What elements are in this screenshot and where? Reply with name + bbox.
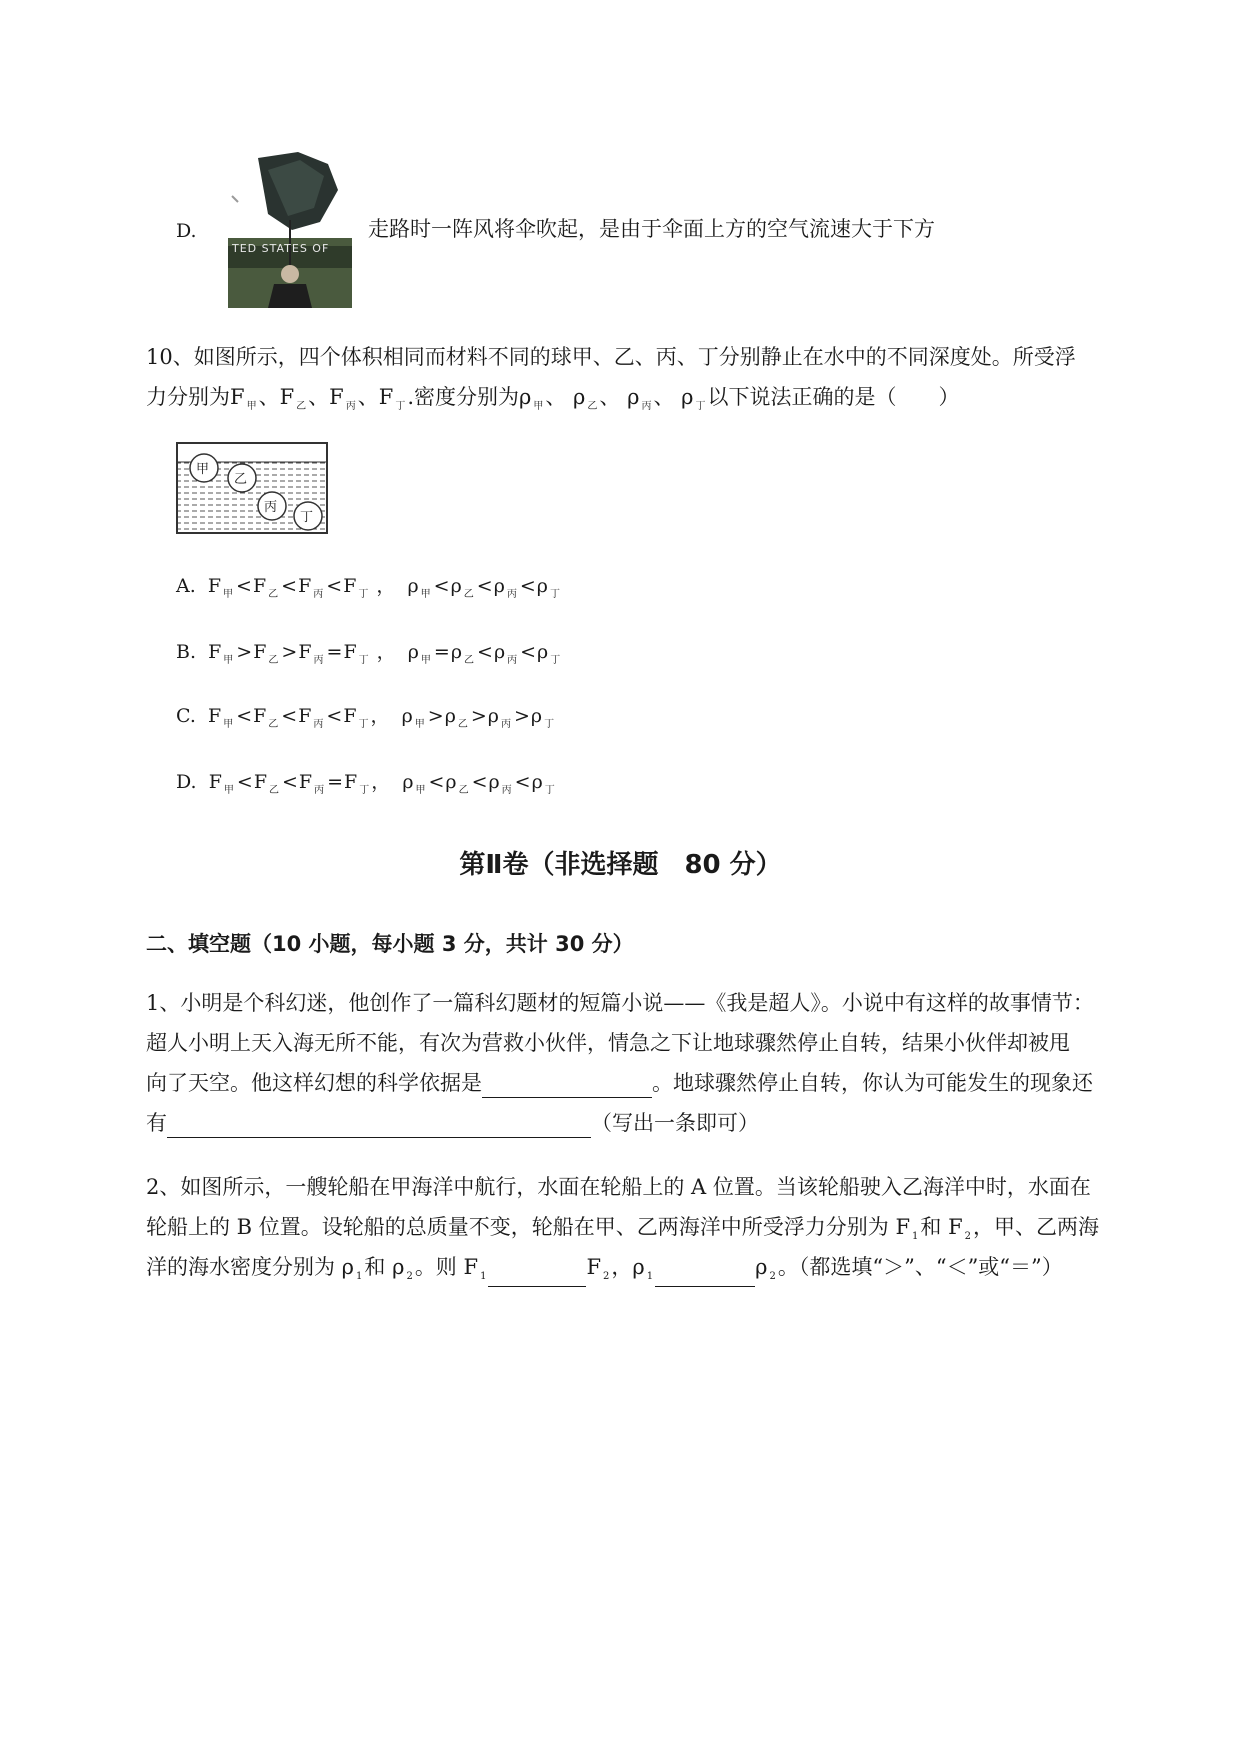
fill1-blank-2[interactable]	[167, 1115, 591, 1138]
q10-option-a[interactable]: A. F $_甲$ <F $_乙$ <F $_丙$ <F $_丁$ ， ρ $_甲$ <ρ $_乙$ <ρ $_丙$ <ρ $_丁$	[176, 575, 560, 600]
f-symbol: F	[230, 385, 245, 409]
q10-line2: 力分别为F $_甲$、F $_乙$、F $_丙$、F $_丁$.密度分别为ρ $_甲$、 ρ $_乙$、 ρ $_丙$、 ρ $_丁$以下说法正确的是（ ）	[146, 385, 960, 412]
fill1-line2: 超人小明上天入海无所不能，有次为营救小伙伴，情急之下让地球骤然停止自转，结果小伙伴却被甩	[146, 1031, 1070, 1055]
fill1-blank-1[interactable]	[482, 1075, 652, 1098]
fill2-line2: 轮船上的 B 位置。设轮船的总质量不变，轮船在甲、乙两海洋中所受浮力分别为 F $_1$和 F $_2$，甲、乙两海	[146, 1215, 1100, 1242]
fill1-line3: 向了天空。他这样幻想的科学依据是 。地球骤然停止自转，你认为可能发生的现象还	[146, 1068, 1093, 1098]
ball-label-bing: 丙	[264, 500, 278, 515]
fill2-line3: 洋的海水密度分别为 ρ $_1$和 ρ $_2$。则 F $_1$ F $_2$，ρ $_1$ ρ $_2$。（都选填“＞”、“＜”或“＝”）	[146, 1252, 1063, 1287]
q10-option-c[interactable]: C. F $_甲$ <F $_乙$ <F $_丙$ <F $_丁$ ， ρ $_甲$ >ρ $_乙$ >ρ $_丙$ >ρ $_丁$	[176, 705, 555, 730]
fill1-line1: 1、小明是个科幻迷，他创作了一篇科幻题材的短篇小说——《我是超人》。小说中有这样的故事情节：	[146, 991, 1094, 1015]
q10-line1: 10、如图所示，四个体积相同而材料不同的球甲、乙、丙、丁分别静止在水中的不同深度处。所受浮	[146, 345, 1076, 369]
ball-label-yi: 乙	[234, 472, 248, 487]
q9-option-d	[176, 150, 1076, 310]
option-text: 走路时一阵风将伞吹起，是由于伞面上方的空气流速大于下方	[368, 217, 935, 241]
fill2-line1: 2、如图所示，一艘轮船在甲海洋中航行，水面在轮船上的 A 位置。当该轮船驶入乙海洋中时，水面在	[146, 1175, 1091, 1199]
umbrella-photo-icon	[228, 150, 352, 308]
fill1-line4: 有 （写出一条即可）	[146, 1108, 759, 1138]
q10-option-d[interactable]: D. F $_甲$ <F $_乙$ <F $_丙$ =F $_丁$ ， ρ $_甲$ <ρ $_乙$ <ρ $_丙$ <ρ $_丁$	[176, 771, 555, 796]
umbrella-photo	[228, 150, 352, 308]
option-label: D.	[176, 220, 197, 242]
ball-label-jia: 甲	[196, 462, 210, 477]
fill2-blank-2[interactable]	[655, 1264, 755, 1287]
q10-option-b[interactable]: B. F $_甲$ >F $_乙$ >F $_丙$ =F $_丁$ ， ρ $_甲$ =ρ $_乙$ <ρ $_丙$ <ρ $_丁$	[176, 641, 561, 666]
section-title: 二、填空题（10 小题，每小题 3 分，共计 30 分）	[146, 932, 634, 956]
fill2-blank-1[interactable]	[488, 1264, 586, 1287]
ball-label-ding: 丁	[300, 510, 314, 525]
photo-caption: TED STATES OF	[232, 242, 330, 255]
balls-in-water-diagram	[176, 442, 328, 534]
part2-title: 第Ⅱ卷（非选择题 80 分）	[459, 850, 782, 880]
